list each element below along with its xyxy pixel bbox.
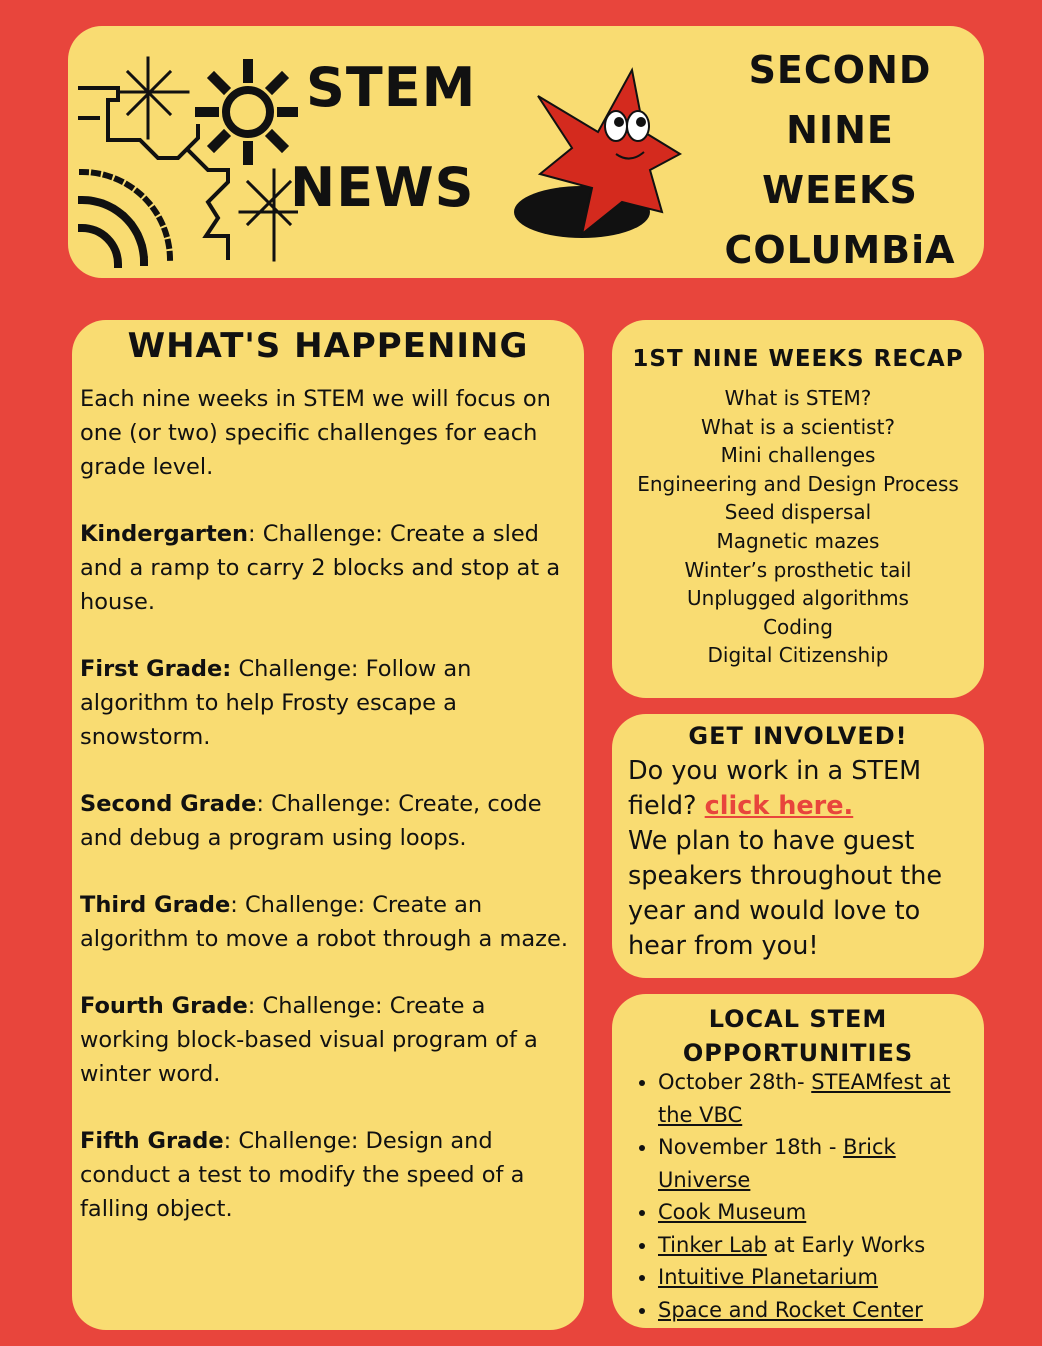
subtitle-line: WEEKS xyxy=(762,168,918,212)
whats-happening-panel xyxy=(72,320,584,1330)
grade-challenge xyxy=(80,888,574,956)
local-opportunities-title: LOCAL STEM OPPORTUNITIES xyxy=(682,1005,914,1067)
opportunity-link[interactable]: Cook Museum xyxy=(658,1200,807,1224)
grade-separator: : xyxy=(223,1128,239,1154)
recap-item: Mini challenges xyxy=(720,443,876,468)
get-involved-title: GET INVOLVED! xyxy=(688,722,908,750)
local-opportunities-list xyxy=(612,1066,978,1326)
local-opportunities-panel xyxy=(612,994,984,1328)
masthead-subtitle xyxy=(710,40,970,280)
opportunity-item xyxy=(658,1261,978,1294)
get-involved-message: We plan to have guest speakers throughout the year and would love to hear from you! xyxy=(628,826,943,961)
subtitle-line: COLUMBiA xyxy=(724,228,956,272)
grade-name: Fourth Grade xyxy=(80,993,248,1019)
grade-text: Challenge: Design and conduct a test to modify the speed of a falling object. xyxy=(80,1128,525,1222)
grade-challenge xyxy=(80,787,574,855)
get-involved-question: Do you work in a STEM field? xyxy=(628,756,922,821)
opportunity-item xyxy=(658,1066,978,1131)
grade-name: Fifth Grade xyxy=(80,1128,224,1154)
recap-item: Magnetic mazes xyxy=(716,528,880,553)
masthead-banner xyxy=(68,26,984,278)
click-here-link[interactable]: click here. xyxy=(704,791,854,821)
grade-challenge xyxy=(80,517,574,619)
grade-separator: : xyxy=(230,892,245,918)
recap-list xyxy=(612,384,984,670)
grade-separator: : xyxy=(248,521,263,547)
grade-text: Challenge: Create, code and debug a program using loops. xyxy=(80,791,542,851)
opportunity-link[interactable]: Tinker Lab xyxy=(658,1232,767,1257)
recap-item: Coding xyxy=(763,614,833,639)
opportunity-item xyxy=(658,1294,978,1327)
opportunity-link[interactable]: Space and Rocket Center xyxy=(658,1297,923,1322)
recap-item: Unplugged algorithms xyxy=(687,586,909,611)
grade-text: Challenge: Create an algorithm to move a robot through a maze. xyxy=(80,892,568,952)
whats-happening-body xyxy=(80,382,574,1259)
recap-item: What is STEM? xyxy=(724,386,872,410)
circuit-gear-decoration-icon xyxy=(78,40,298,270)
grade-text: Challenge: Create a sled and a ramp to carry 2 blocks and stop at a house. xyxy=(80,521,561,615)
opportunity-date: November 18th - xyxy=(658,1135,844,1159)
opportunity-link[interactable]: STEAMfest at the VBC xyxy=(658,1070,951,1127)
masthead-news-word: NEWS xyxy=(290,156,475,219)
grade-challenge xyxy=(80,1124,574,1226)
grade-separator: : xyxy=(247,993,263,1019)
grade-name: First Grade: xyxy=(80,656,232,682)
subtitle-line: SECOND xyxy=(748,48,932,92)
grade-name: Third Grade xyxy=(80,892,231,918)
masthead-stem-word: STEM xyxy=(306,56,477,119)
recap-item: Digital Citizenship xyxy=(707,643,889,668)
get-involved-panel xyxy=(612,714,984,978)
opportunity-date: October 28th- xyxy=(658,1070,812,1094)
recap-title: 1ST NINE WEEKS RECAP xyxy=(632,346,964,372)
recap-item: Engineering and Design Process xyxy=(637,471,959,496)
star-mascot-illustration xyxy=(512,62,692,242)
grade-text: Challenge: Follow an algorithm to help Frosty escape a snowstorm. xyxy=(80,656,472,750)
grade-challenge xyxy=(80,989,574,1091)
get-involved-text xyxy=(628,754,978,964)
grade-name: Second Grade xyxy=(80,791,257,817)
opportunity-suffix: at Early Works xyxy=(766,1232,926,1257)
whats-happening-title: WHAT'S HAPPENING xyxy=(127,326,529,366)
recap-panel xyxy=(612,320,984,698)
opportunity-item xyxy=(658,1131,978,1196)
grade-text: Challenge: Create a working block-based visual program of a winter word. xyxy=(80,993,538,1087)
recap-item: Seed dispersal xyxy=(724,500,872,525)
opportunity-item xyxy=(658,1196,978,1229)
grade-separator: : xyxy=(256,791,272,817)
opportunity-link[interactable]: Brick Universe xyxy=(658,1135,896,1192)
recap-item: Winter’s prosthetic tail xyxy=(684,557,912,582)
grade-name: Kindergarten xyxy=(80,521,249,547)
intro-paragraph: Each nine weeks in STEM we will focus on one (or two) specific challenges for each grade level. xyxy=(80,386,551,480)
opportunity-item xyxy=(658,1229,978,1262)
subtitle-line: NINE xyxy=(786,108,894,152)
grade-challenge xyxy=(80,652,574,754)
recap-item: What is a scientist? xyxy=(700,414,896,439)
opportunity-link[interactable]: Intuitive Planetarium xyxy=(658,1265,878,1289)
